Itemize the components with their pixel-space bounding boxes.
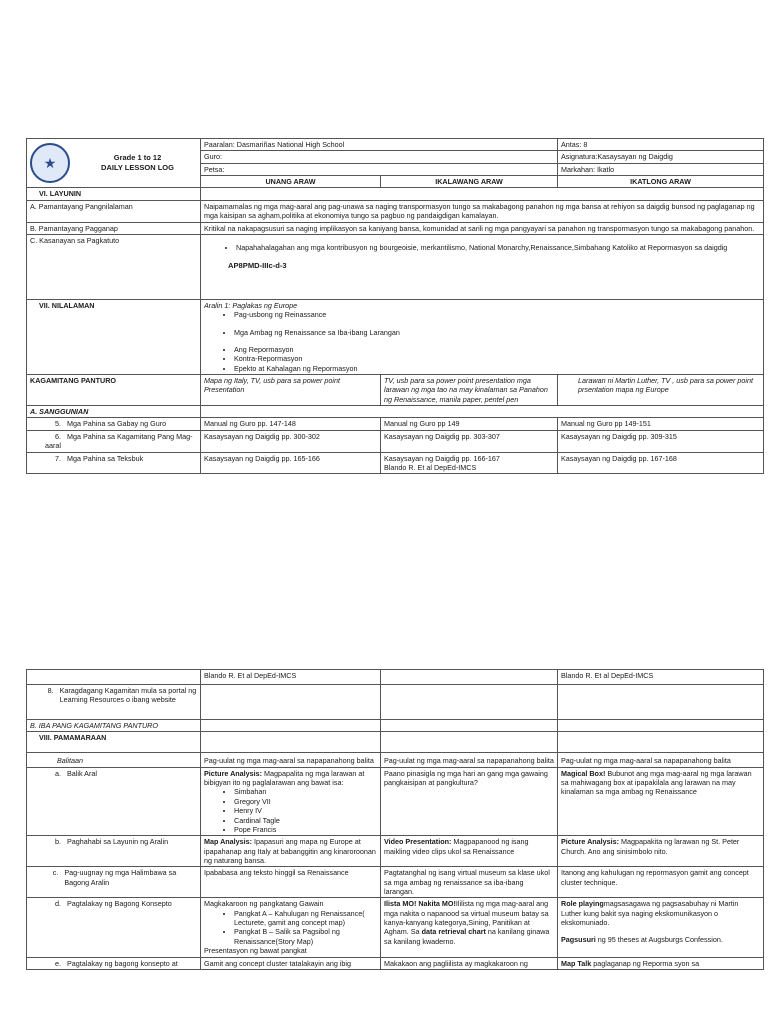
grade-label: Grade 1 to 12 [113, 153, 162, 163]
map-talk-label: Map Talk [561, 958, 592, 968]
balik-aral-day2: Paano pinasigla ng mga hari an gang mga gawaing pangkaisipan at pangkultura? [381, 767, 558, 836]
pagtalakay-2-row: e. Pagtalakay ng bagong konsepto at Gamit ang concept cluster tatalakayin ang ibig Makakaon ang pagliilista ay magkakaroon ng Map Talk paglaganap ng Reporma syon sa [27, 957, 764, 969]
pag-uugnay-row: c. Pag-uugnay ng mga Halimbawa sa Bagong Aralin Ipababasa ang teksto hinggil sa Renaissance Pagtatanghal ng isang virtual museum sa klase ukol sa mga ambag ng renaissance sa iba-ibang larangan. Itanong ang kahulugan ng repormasyon gamit ang concept cluster technique. [27, 867, 764, 898]
header-logo-cell [27, 139, 201, 188]
nilalaman-item: • Mga Ambag ng Renaissance sa Iba-ibang Larangan [234, 328, 760, 337]
pag-uugnay-day1: Ipababasa ang teksto hinggil sa Renaissance [201, 867, 381, 898]
pagtalakay-row: d. Pagtalakay ng Bagong Konsepto Magkakaroon ng pangkatang Gawain • Pangkat A – Kahulugan ng Renaissance( Lecturete, gamit ang concept map) • Pangkat B – Salik sa Pagsibol ng Renaissance(Story Map) Presentasyon ng bawat pangkat Ilista MO! Nakita MO!Ililista ng mga mag-aaral ang mga nakita o napanood sa virtual museum batay sa kanya-kanyang kategorya,Sining, Panitikan at Agham. Sa data retrieval chart na kanilang ginawa sa kanilang kwaderno. Role playingmagsasagawa ng pagsasabuhay ni Martin Luther kung bakit sya naging ekskomunikasyon o ekskomuniado. Pagsusuri ng 95 theses at Augsburgs Confession. [27, 898, 764, 957]
kagamitang-mag-aaral-day2: Kasaysayan ng Daigdig pp. 303-307 [381, 430, 558, 452]
pamantayang-pangnilalaman-row [27, 200, 764, 222]
balik-aral-item: • Simbahan [234, 787, 377, 796]
day2-header: IKALAWANG ARAW [381, 176, 558, 188]
pag-uugnay-label: Pag-uugnay ng mga Halimbawa sa Bagong Aralin [64, 868, 177, 887]
guro-cell: Guro: [201, 151, 558, 163]
balitaan-day1: Pag-uulat ng mga mag-aaral sa napapanahong balita [201, 753, 381, 767]
gabay-guro-day3: Manual ng Guro pp 149-151 [558, 418, 764, 430]
balik-aral-item: • Cardinal Tagle [234, 816, 377, 825]
kagamitang-mag-aaral-day1: Kasaysayan ng Daigdig pp. 300-302 [201, 430, 381, 452]
role-playing-label: Role playing [561, 899, 604, 909]
balitaan-day2: Pag-uulat ng mga mag-aaral sa napapanahong balita [381, 753, 558, 767]
pag-uugnay-day2: Pagtatanghal ng isang virtual museum sa klase ukol sa mga ambag ng renaissance sa iba-ibang larangan. [381, 867, 558, 898]
lesson-log-table-2 [26, 669, 764, 970]
teksbuk-row: 7. Mga Pahina sa Teksbuk Kasaysayan ng Daigdig pp. 165-166 Kasaysayan ng Daigdig pp. 166-167 Blando R. Et al DepEd-IMCS Kasaysayan ng Daigdig pp. 167-168 [27, 452, 764, 474]
iba-pang-kagamitan-row [27, 720, 764, 732]
iba-pang-kagamitan-label: B. IBA PANG KAGAMITANG PANTURO [27, 720, 201, 732]
kagamitang-mag-aaral-label: Mga Pahina sa Kagamitang Pang Mag-aaral [45, 431, 193, 451]
balik-aral-item: • Gregory VII [234, 797, 377, 806]
balik-aral-label: Balik Aral [67, 768, 97, 778]
paghahabi-day3: Magpapakita ng larawan ng St. Peter Church. Ano ang sinisimbolo nito. [561, 837, 740, 856]
kasanayan-row [27, 234, 764, 299]
pag-uugnay-day3: Itanong ang kahulugan ng repormasyon gamit ang concept cluster technique. [558, 867, 764, 898]
aralin-title: Aralin 1: Paglakas ng Europe [204, 300, 298, 310]
ilista-label: Ilista MO! Nakita MO! [384, 899, 456, 909]
nilalaman-heading: VII. NILALAMAN [27, 299, 201, 374]
kasanayan-label: C. Kasanayan sa Pagkatuto [27, 234, 201, 299]
kagamitan-day2: TV, usb para sa power point presentation mga larawan ng mga tao na may kinalaman sa Panahon ng Renaissance, manila paper, pentel pen [381, 375, 558, 406]
gabay-guro-day1: Manual ng Guro pp. 147-148 [201, 418, 381, 430]
paghahabi-label: Paghahabi sa Layunin ng Aralin [67, 837, 169, 847]
pangkat-item: • Pangkat B – Salik sa Pagsibol ng Renaissance(Story Map) [234, 927, 377, 946]
paghahabi-row: b. Paghahabi sa Layunin ng Aralin Map Analysis: Ipapasuri ang mapa ng Europe at ipapahanap ang Italy at babanggitin ang kinaroroonan ng naturang bansa. Video Presentation: Magpapanood ng isang maikling video clips ukol sa Renaissance Picture Analysis: Magpapakita ng larawan ng St. Peter Church. Ano ang sinisimbolo nito. [27, 836, 764, 867]
antas-cell: Antas: 8 [558, 139, 764, 151]
pagganap-text: Kritikal na nakapagsusuri sa naging implikasyon sa kaniyang bansa, komunidad at sarili ng mga pangyayari sa panahon ng transpormasyon tungo sa makabagong panahon. [201, 222, 764, 234]
pagtalakay-2-day2: Makakaon ang pagliilista ay magkakaroon ng [381, 957, 558, 969]
continued-day3: Blando R. Et al DepEd-IMCS [558, 670, 764, 685]
balitaan-day3: Pag-uulat ng mga mag-aaral sa napapanahong balita [558, 753, 764, 767]
teksbuk-day3: Kasaysayan ng Daigdig pp. 167-168 [558, 452, 764, 474]
gabay-guro-label: Mga Pahina sa Gabay ng Guro [67, 419, 167, 429]
pagtalakay-day1: Magkakaroon ng pangkatang Gawain [204, 899, 324, 909]
pamamaraan-heading: VIII. PAMAMARAAN [27, 732, 201, 753]
layunin-heading-row [27, 188, 764, 200]
nilalaman-item: • Epekto at Kahalagan ng Repormasyon [234, 364, 760, 373]
pangnilalaman-text: Naipamamalas ng mga mag-aaral ang pag-unawa sa naging transpormasyon tungo sa makabagong panahon ng mga bansa at rehiyon sa daigdig bunsod ng paglaganap ng mga kaisipan sa agham,politika at ekonomiya tungo sa pagbuo ng pandaigdigan kamalayan. [201, 200, 764, 222]
kagamitang-mag-aaral-row: 6. Mga Pahina sa Kagamitang Pang Mag-aaral Kasaysayan ng Daigdig pp. 300-302 Kasaysayan ng Daigdig pp. 303-307 Kasaysayan ng Daigdig pp. 309-315 [27, 430, 764, 452]
pamantayang-pagganap-row [27, 222, 764, 234]
kasanayan-bullet: • Napahahalagahan ang mga kontribusyon ng bourgeoisie, merkantilismo, National Monarchy,Renaissance,Simbahang Katoliko at Repormasyon sa daigdig [236, 243, 760, 252]
day3-header: IKATLONG ARAW [558, 176, 764, 188]
pagtalakay-label: Pagtalakay ng Bagong Konsepto [67, 899, 172, 909]
picture-analysis-label: Picture Analysis: [204, 768, 263, 778]
kagamitan-day1: Mapa ng Italy, TV, usb para sa power point Presentation [201, 375, 381, 406]
continued-teksbuk-row [27, 670, 764, 685]
kagamitang-mag-aaral-day3: Kasaysayan ng Daigdig pp. 309-315 [558, 430, 764, 452]
markahan-cell: Markahan: Ikatlo [558, 163, 764, 175]
balik-aral-item: • Pope Francis [234, 825, 377, 834]
pagtalakay-day2: Ililista ng mga mag-aaral ang mga nakita o napanood sa virtual museum batay sa kanya-kanyang kategorya,Sining, Panitikan at Agham. Sa [384, 899, 549, 937]
balik-aral-row: a. Balik Aral Picture Analysis: Magpapalita ng mga larawan at bibigyan ito ng paglalarawan ang bawat isa: • Simbahan • Gregory VII • Henry IV • Cardinal Tagle • Pope Francis Paano pinasigla ng mga hari an gang mga gawaing pangkaisipan at pangkultura? Magical Box! Bubunot ang mga mag-aaral ng mga larawan sa mahiwagang box at ipapakilala ang larawan na may kinalaman sa mga ambag ng Renaissance [27, 767, 764, 836]
balik-aral-day3: Bubunot ang mga mag-aaral ng mga larawan sa mahiwagang box at ipapakilala ang larawan na may kinalaman sa mga ambag ng Renaissance [561, 768, 752, 797]
pangnilalaman-label: A. Pamantayang Pangnilalaman [27, 200, 201, 222]
pangkat-item: • Pangkat A – Kahulugan ng Renaissance( Lecturete, gamit ang concept map) [234, 909, 377, 928]
pamamaraan-row [27, 732, 764, 753]
deped-seal-icon: ★ [30, 143, 70, 183]
sanggunian-heading: A. SANGGUNIAN [27, 406, 201, 418]
balitaan-row [27, 753, 764, 767]
kagamitan-day3: Larawan ni Martin Luther, TV , usb para sa power point prsentation mapa ng Europe [558, 375, 764, 406]
nilalaman-item: • Ang Repormasyon [234, 345, 760, 354]
magical-box-label: Magical Box! [561, 768, 606, 778]
sanggunian-row [27, 406, 764, 418]
lesson-log-table-1 [26, 138, 764, 474]
nilalaman-item: • Pag-usbong ng Reinassance [234, 310, 760, 319]
teksbuk-day2-author: Blando R. Et al DepEd-IMCS [384, 462, 477, 472]
nilalaman-row [27, 299, 764, 374]
balik-aral-day1: Magpapalita ng mga larawan at bibigyan ito ng paglalarawan ang bawat isa: [204, 768, 365, 788]
pagtalakay-2-day3: paglaganap ng Reporma syon sa [591, 958, 700, 968]
karagdagang-kagamitan-row: 8. Karagdagang Kagamitan mula sa portal ng Learning Resources o ibang website [27, 685, 764, 720]
balitaan-label: Balitaan [27, 753, 201, 767]
map-analysis-label: Map Analysis: [204, 837, 253, 847]
teksbuk-label: Mga Pahina sa Teksbuk [67, 453, 144, 463]
asignatura-cell: Asignatura:Kasaysayan ng Daigdig [558, 151, 764, 163]
teksbuk-day1: Kasaysayan ng Daigdig pp. 165-166 [201, 452, 381, 474]
pagganap-label: B. Pamantayang Pagganap [27, 222, 201, 234]
pagtalakay-day3: magsasagawa ng pagsasabuhay ni Martin Luther kung bakit sya naging ekskomunikasyon o ekskomuniado. [561, 899, 739, 928]
data-retrieval-label: data retrieval chart [421, 927, 486, 937]
pagsusuri-label: Pagsusuri [561, 935, 596, 945]
pagtalakay-day1-end: Presentasyon ng bawat pangkat [204, 946, 307, 956]
video-presentation-label: Video Presentation: [384, 837, 452, 847]
balik-aral-item: • Henry IV [234, 806, 377, 815]
pagtalakay-day2-end: na kanilang ginawa sa kanilang kwaderno. [384, 927, 550, 946]
kagamitan-row [27, 375, 764, 406]
continued-day1: Blando R. Et al DepEd-IMCS [201, 670, 381, 685]
paghahabi-day2: Magpapanood ng isang maikling video clips ukol sa Renaissance [384, 837, 529, 856]
gabay-guro-day2: Manual ng Guro pp 149 [381, 418, 558, 430]
kagamitan-heading: KAGAMITANG PANTURO [27, 375, 201, 406]
nilalaman-item: • Kontra-Repormasyon [234, 354, 760, 363]
teksbuk-day2: Kasaysayan ng Daigdig pp. 166-167 [384, 453, 500, 463]
pagtalakay-2-label: Pagtalakay ng bagong konsepto at [67, 958, 178, 968]
log-title: DAILY LESSON LOG [101, 163, 174, 172]
petsa-cell: Petsa: [201, 163, 558, 175]
school-cell: Paaralan: Dasmariñas National High School [201, 139, 558, 151]
pagtalakay-2-day1: Gamit ang concept cluster tatalakayin ang ibig [201, 957, 381, 969]
header-row-school [27, 139, 764, 151]
day1-header: UNANG ARAW [201, 176, 381, 188]
karagdagang-kagamitan-label: Karagdagang Kagamitan mula sa portal ng Learning Resources o ibang website [59, 686, 197, 705]
pagtalakay-day3-end: ng 95 theses at Augsburgs Confession. [595, 935, 723, 945]
paghahabi-day1: Ipapasuri ang mapa ng Europe at ipapahanap ang Italy at babanggitin ang kinaroroonan ng naturang bansa. [204, 837, 376, 865]
layunin-heading: VI. LAYUNIN [27, 188, 201, 200]
picture-analysis-label-2: Picture Analysis: [561, 837, 620, 847]
gabay-guro-row: 5. Mga Pahina sa Gabay ng Guro Manual ng Guro pp. 147-148 Manual ng Guro pp 149 Manual ng Guro pp 149-151 [27, 418, 764, 430]
kasanayan-code: AP8PMD-IIIc-d-3 [228, 261, 287, 271]
